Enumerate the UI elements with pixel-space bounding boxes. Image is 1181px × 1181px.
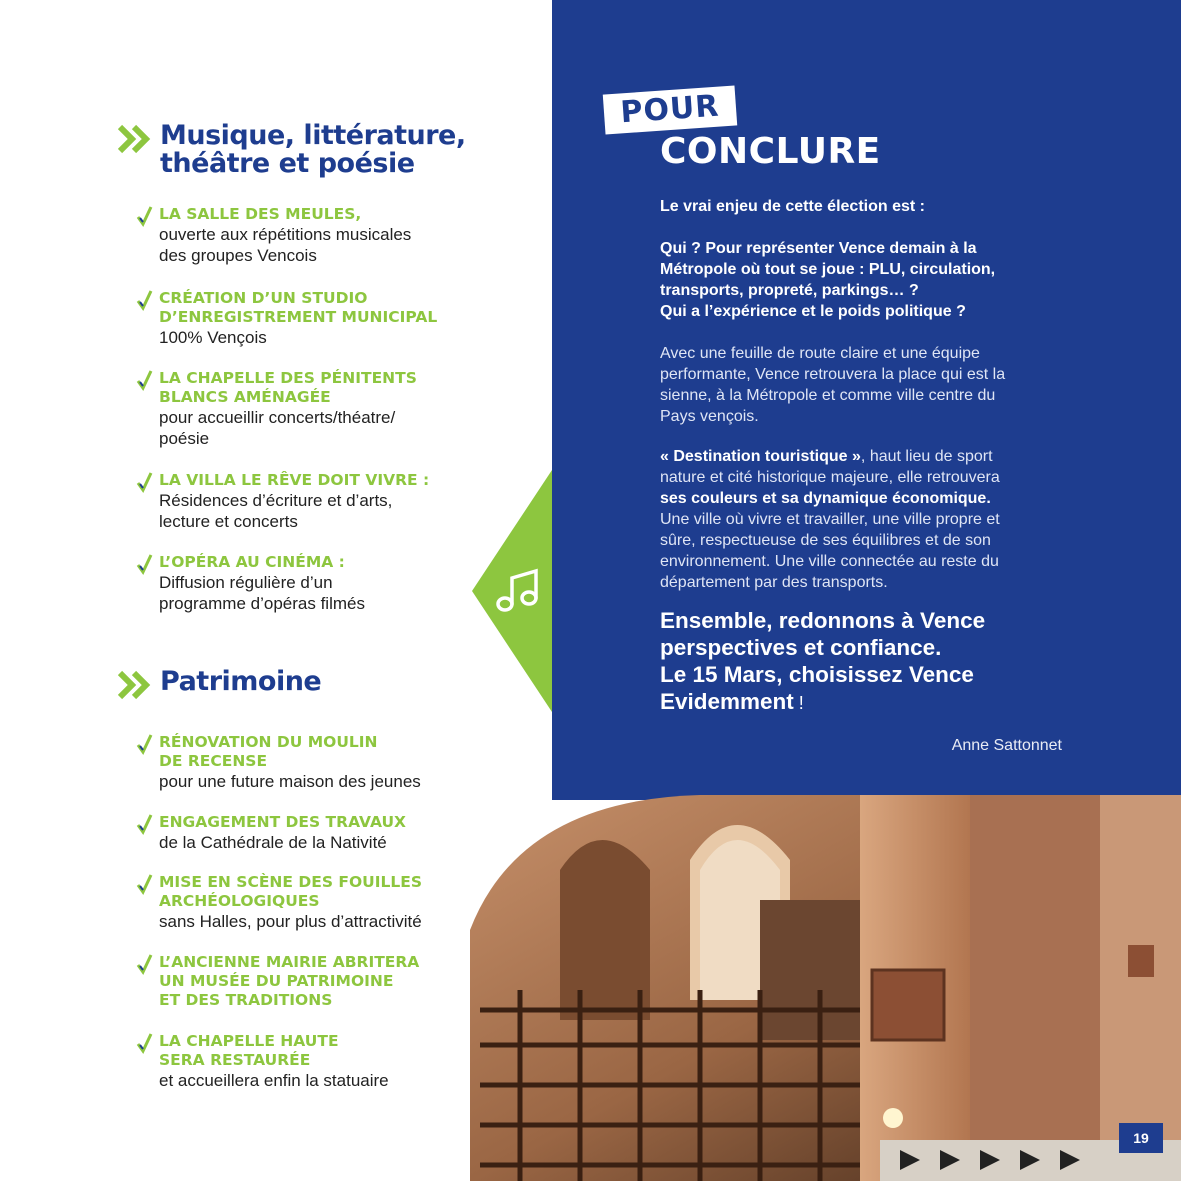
check-icon <box>136 205 154 227</box>
section-title-patrimoine <box>118 668 321 700</box>
list-item: LA VILLA LE RÊVE DOIT VIVRE : Résidences d’écriture et d’arts, lecture et concerts <box>136 471 466 532</box>
check-icon <box>136 471 154 493</box>
check-icon <box>136 289 154 311</box>
intro-text: Le vrai enjeu de cette élection est : <box>660 198 925 215</box>
list-item: CRÉATION D’UN STUDIO D’ENREGISTREMENT MUNICIPAL 100% Vençois <box>136 289 466 348</box>
check-icon <box>136 1032 154 1054</box>
signature: Anne Sattonnet <box>951 737 1062 754</box>
list-item: RÉNOVATION DU MOULIN DE RECENSE pour une future maison des jeunes <box>136 733 466 792</box>
check-icon <box>136 813 154 835</box>
page-number: 19 <box>1119 1123 1163 1153</box>
section-title-text: Musique, littérature, théâtre et poésie <box>160 120 466 179</box>
list-item: L’ANCIENNE MAIRIE ABRITERA UN MUSÉE DU PATRIMOINE ET DES TRADITIONS <box>136 953 466 1010</box>
list-item: LA SALLE DES MEULES, ouverte aux répétitions musicales des groupes Vencois <box>136 205 466 266</box>
list-item: ENGAGEMENT DES TRAVAUX de la Cathédrale de la Nativité <box>136 813 466 853</box>
section-title-musique <box>118 122 466 178</box>
pour-tag: POUR <box>603 85 737 134</box>
section-title-text: Patrimoine <box>160 666 322 697</box>
list-item: LA CHAPELLE DES PÉNITENTS BLANCS AMÉNAGÉE pour accueillir concerts/théatre/ poésie <box>136 369 466 449</box>
cathedral-photo <box>470 790 1181 1181</box>
list-item: L’OPÉRA AU CINÉMA : Diffusion régulière d’un programme d’opéras filmés <box>136 553 466 614</box>
check-icon <box>136 953 154 975</box>
check-icon <box>136 733 154 755</box>
chevron-double-icon <box>118 670 154 700</box>
check-icon <box>136 553 154 575</box>
closing-statement: Ensemble, redonnons à Vence perspectives et confiance. Le 15 Mars, choisissez Vence Evidemment ! <box>660 608 986 714</box>
check-icon <box>136 873 154 895</box>
list-item: LA CHAPELLE HAUTE SERA RESTAURÉE et accueillera enfin la statuaire <box>136 1032 466 1091</box>
list-item: MISE EN SCÈNE DES FOUILLES ARCHÉOLOGIQUES sans Halles, pour plus d’attractivité <box>136 873 466 932</box>
paragraph-2: « Destination touristique », haut lieu de sport nature et cité historique majeure, elle retrouvera ses couleurs et sa dynamique économique. Une ville où vivre et travailler, une ville propre et sûre, respectueuse de ses équilibres et de son environnement. Une ville connectée au reste du département par des transports. <box>660 448 1000 591</box>
page-title: CONCLURE <box>660 131 881 172</box>
paragraph-1: Avec une feuille de route claire et une équipe performante, Vence retrouvera la place qui est la sienne, à la Métropole et comme ville centre du Pays vençois. <box>660 345 1006 425</box>
chevron-double-icon <box>118 124 154 154</box>
question-paragraph: Qui ? Pour représenter Vence demain à la Métropole où tout se joue : PLU, circulation, transports, propreté, parkings… ? Qui a l’expérience et le poids politique ? <box>660 240 996 320</box>
check-icon <box>136 369 154 391</box>
